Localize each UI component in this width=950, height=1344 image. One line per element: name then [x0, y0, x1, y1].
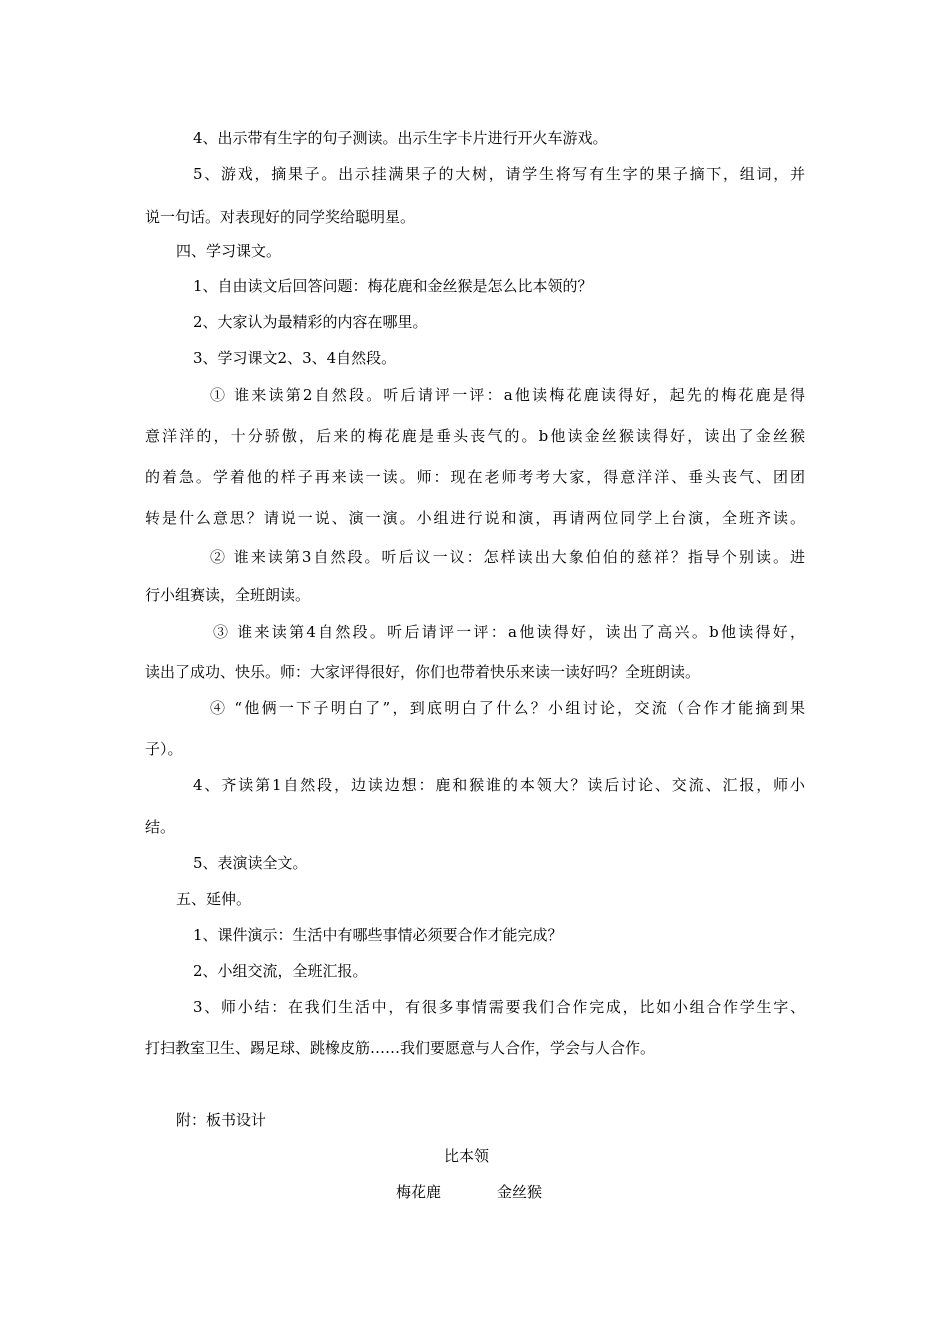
- board-right-label: 金丝猴: [497, 1183, 543, 1201]
- paragraph-line: 1、课件演示：生活中有哪些事情必须要合作才能完成？: [193, 926, 563, 944]
- paragraph-line: 2、大家认为最精彩的内容在哪里。: [193, 313, 428, 331]
- paragraph-line: 2、小组交流，全班汇报。: [193, 962, 368, 980]
- paragraph-line: 子）。: [145, 740, 183, 758]
- paragraph-line: 1、自由读文后回答问题：梅花鹿和金丝猴是怎么比本领的？: [193, 277, 593, 295]
- paragraph-line: ② 谁来读第3自然段。听后议一议：怎样读出大象伯伯的慈祥？指导个别读。进: [210, 548, 805, 566]
- section-heading: 四、学习课文。: [176, 242, 282, 260]
- paragraph-line: 5、游戏，摘果子。出示挂满果子的大树，请学生将写有生字的果子摘下，组词，并: [193, 165, 805, 183]
- paragraph-line: 读出了成功、快乐。师：大家评得很好，你们也带着快乐来读一读好吗？全班朗读。: [145, 663, 701, 681]
- paragraph-line: 行小组赛读，全班朗读。: [145, 586, 311, 604]
- board-design-heading: 附：板书设计: [176, 1111, 267, 1129]
- paragraph-line: 意洋洋的，十分骄傲，后来的梅花鹿是垂头丧气的。b他读金丝猴读得好，读出了金丝猴: [145, 427, 805, 445]
- paragraph-line: 转是什么意思？请说一说、演一演。小组进行说和演，再请两位同学上台演，全班齐读。: [145, 509, 805, 527]
- board-left-label: 梅花鹿: [396, 1183, 442, 1201]
- paragraph-line: 5、表演读全文。: [193, 854, 308, 872]
- paragraph-line: 的着急。学着他的样子再来读一读。师：现在老师考考大家，得意洋洋、垂头丧气、团团: [145, 468, 805, 486]
- section-heading: 五、延伸。: [176, 890, 252, 908]
- paragraph-line: 打扫教室卫生、踢足球、跳橡皮筋……我们要愿意与人合作，学会与人合作。: [145, 1039, 656, 1057]
- paragraph-line: 3、师小结：在我们生活中，有很多事情需要我们合作完成，比如小组合作学生字、: [193, 998, 805, 1016]
- paragraph-line: ③ 谁来读第4自然段。听后请评一评：a他读得好，读出了高兴。b他读得好，: [213, 623, 805, 641]
- board-title: 比本领: [444, 1147, 490, 1165]
- paragraph-line: ④ “他俩一下子明白了”，到底明白了什么？小组讨论，交流（合作才能摘到果: [210, 699, 805, 717]
- paragraph-line: ① 谁来读第2自然段。听后请评一评：a他读梅花鹿读得好，起先的梅花鹿是得: [210, 386, 805, 404]
- paragraph-line: 4、齐读第1自然段，边读边想：鹿和猴谁的本领大？读后讨论、交流、汇报，师小: [193, 776, 805, 794]
- paragraph-line: 3、学习课文2、3、4自然段。: [193, 349, 397, 367]
- paragraph-line: 结。: [145, 818, 176, 836]
- paragraph-line: 说一句话。对表现好的同学奖给聪明星。: [145, 208, 416, 226]
- paragraph-line: 4、出示带有生字的句子测读。出示生字卡片进行开火车游戏。: [193, 129, 608, 147]
